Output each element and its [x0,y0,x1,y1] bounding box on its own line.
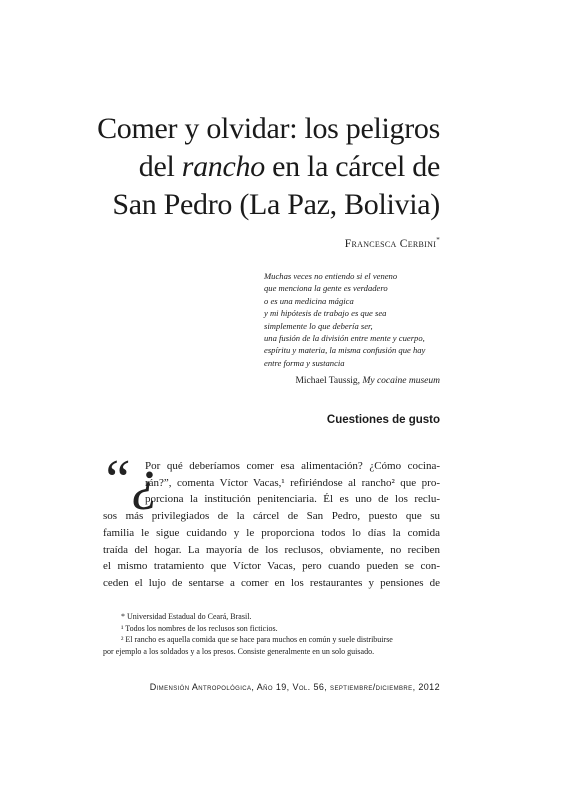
title-line-2-pre: del [138,150,182,183]
author-byline [345,236,440,250]
body-line: traída del hogar. La mayoría de los reclusos, obviamente, no reciben [103,543,440,556]
footnote: ² El rancho es aquella comida que se hace para muchos en común y suele distribuirse [121,635,393,644]
epigraph-line: que menciona la gente es verdadero [264,283,388,294]
epigraph-line: una fusión de la división entre mente y cuerpo, [264,333,425,344]
footnote-continuation: por ejemplo a los soldados y a los presos. Consiste generalmente en un solo guisado. [103,646,375,656]
body-line: el mismo tratamiento que Víctor Vacas, pero cuando pueden se con- [103,560,440,573]
epigraph-line: simplemente lo que debería ser, [264,320,373,331]
epigraph-line: o es una medicina mágica [264,295,354,306]
body-line: ceden el lujo de sentarse a comer en los restaurantes y pensiones de [103,576,440,589]
journal-footer: Dimensión Antropológica, Año 19, Vol. 56, septiembre/diciembre, 2012 [149,682,440,692]
section-heading: Cuestiones de gusto [326,414,440,426]
body-paragraph [103,458,440,592]
footnote: ¹ Todos los nombres de los reclusos son ficticios. [121,623,278,633]
body-line: porciona la institución penitenciaria. Él es uno de los reclu- [145,493,440,506]
body-line: Por qué deberíamos comer esa alimentación? ¿Cómo cocina- [145,460,440,472]
epigraph-line: Muchas veces no entiendo si el veneno [264,271,398,281]
epigraph [264,270,444,369]
body-line: sos más privilegiados de la cárcel de San Pedro, puesto que su [103,510,440,523]
body-line: familia le sigue cuidando y le proporciona todos lo días la comida [103,526,440,539]
epigraph-source-author: Michael Taussig, [295,376,363,386]
title-line-3: San Pedro (La Paz, Bolivia) [112,188,440,221]
epigraph-attribution [295,376,440,386]
footnotes [103,611,443,657]
epigraph-source-work: My cocaine museum [362,376,440,386]
title-line-2-italic: rancho [181,150,265,183]
author-name: Francesca Cerbini [344,237,437,250]
title-line-2-post: en la cárcel de [264,150,440,183]
footnote: * Universidad Estadual do Ceará, Brasil. [121,612,252,621]
author-footnote-mark: * [436,236,440,244]
epigraph-line: y mi hipótesis de trabajo es que sea [264,308,387,319]
body-line: rán?”, comenta Víctor Vacas,¹ refiriéndose al rancho² que pro- [145,476,440,489]
article-title [97,110,440,224]
drop-cap: “¿ [100,449,160,511]
title-line-1: Comer y olvidar: los peligros [97,112,440,145]
epigraph-line: entre forma y sustancia [264,357,345,368]
epigraph-line: espíritu y materia, la misma confusión que hay [264,345,426,356]
